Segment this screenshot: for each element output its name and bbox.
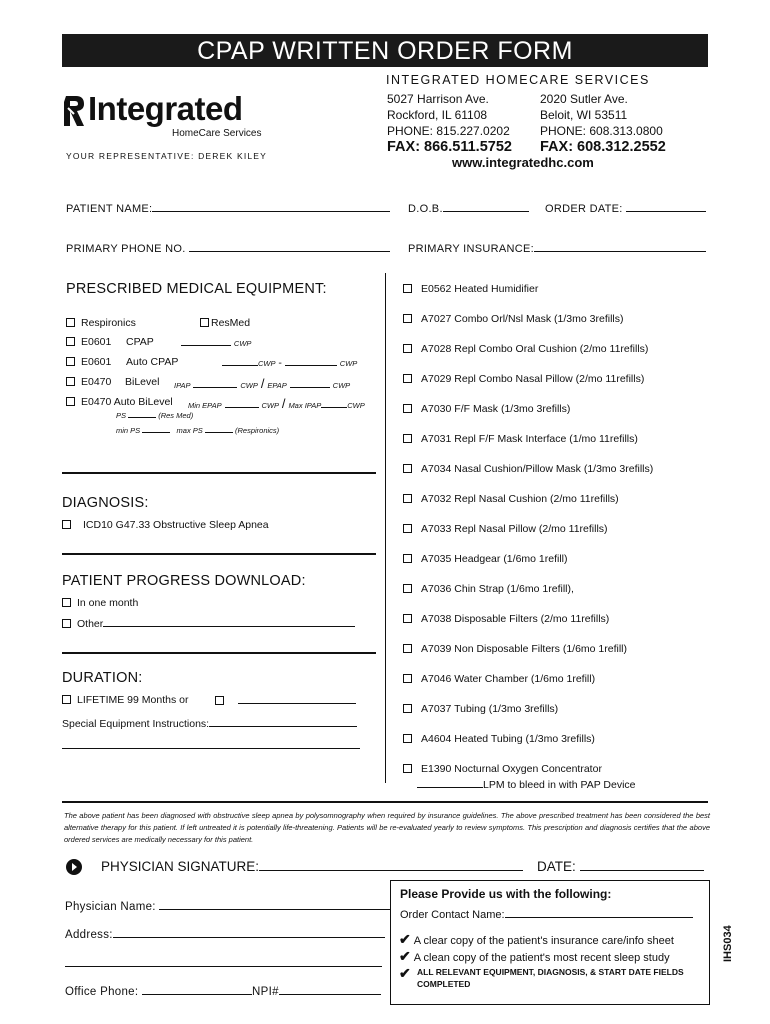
office-phone: PHONE: 608.313.0800 <box>540 124 663 138</box>
order-contact-label: Order Contact Name: <box>400 909 505 921</box>
respironics-label: Respironics <box>81 317 136 329</box>
company-name: INTEGRATED HOMECARE SERVICES <box>386 73 650 87</box>
representative: YOUR REPRESENTATIVE: DEREK KILEY <box>66 151 268 161</box>
arrow-circle-icon <box>66 859 82 875</box>
supply-item[interactable] <box>403 463 653 475</box>
checkmark-icon: ✔ <box>399 965 411 981</box>
website: www.integratedhc.com <box>452 155 594 170</box>
supply-label: A7039 Non Disposable Filters (1/6mo 1refill) <box>421 643 628 655</box>
checkbox[interactable] <box>403 644 412 653</box>
diagnosis-heading: DIAGNOSIS: <box>62 495 149 511</box>
unit: CWP <box>258 359 276 368</box>
office-fax: FAX: 608.312.2552 <box>540 139 666 155</box>
min-ps-label: min PS <box>116 426 141 435</box>
supply-label: A7032 Repl Nasal Cushion (2/mo 11refills) <box>421 493 619 505</box>
duration-lifetime-option[interactable] <box>62 694 188 706</box>
lifetime-label: LIFETIME 99 Months or <box>77 694 189 706</box>
primary-phone-line[interactable] <box>189 242 390 252</box>
office-rockford <box>387 91 512 155</box>
office-city: Rockford, IL 61108 <box>387 108 488 122</box>
separator: / <box>281 396 286 411</box>
e0601-autocpap-option[interactable] <box>66 356 376 368</box>
checkbox[interactable] <box>66 397 75 406</box>
order-date-field[interactable] <box>545 202 706 215</box>
checkbox[interactable] <box>403 734 412 743</box>
address-line-2[interactable] <box>65 966 382 967</box>
epap-label: EPAP <box>267 381 287 390</box>
physician-name-label: Physician Name: <box>65 901 156 913</box>
other-label: Other <box>77 618 104 630</box>
office-street: 2020 Sutler Ave. <box>540 92 628 106</box>
dash: - <box>278 357 282 369</box>
supply-label: A7033 Repl Nasal Pillow (2/mo 11refills) <box>421 523 608 535</box>
unit: CWP <box>332 381 351 390</box>
supply-item[interactable] <box>403 733 595 745</box>
supply-item[interactable] <box>403 283 538 295</box>
checkbox[interactable] <box>62 598 71 607</box>
checkbox[interactable] <box>403 434 412 443</box>
office-street: 5027 Harrison Ave. <box>387 92 489 106</box>
dob-line[interactable] <box>443 202 529 212</box>
min-epap-label: Min EPAP <box>188 401 222 410</box>
checkbox[interactable] <box>403 674 412 683</box>
supply-item[interactable] <box>403 373 644 385</box>
patient-name-label: PATIENT NAME: <box>66 203 153 215</box>
e0470-autobilevel-option[interactable] <box>66 396 376 411</box>
supply-label: A7037 Tubing (1/3mo 3refills) <box>421 703 559 715</box>
order-date-line[interactable] <box>626 202 706 212</box>
e0470-bilevel-option[interactable] <box>66 376 376 391</box>
divider <box>62 652 376 654</box>
diagnosis-label: ICD10 G47.33 Obstructive Sleep Apnea <box>83 519 269 531</box>
office-phone-field[interactable] <box>65 985 252 998</box>
supply-label: A4604 Heated Tubing (1/3mo 3refills) <box>421 733 595 745</box>
checkmark-icon: ✔ <box>399 931 411 947</box>
checkmark-icon: ✔ <box>399 948 411 964</box>
ipap-label: IPAP <box>174 381 191 390</box>
npi-field[interactable] <box>252 985 381 998</box>
supply-item[interactable] <box>403 523 608 535</box>
supply-item[interactable] <box>403 313 623 325</box>
logo-subtext: HomeCare Services <box>172 128 262 139</box>
max-ps-label: max PS <box>176 426 203 435</box>
checkbox[interactable] <box>66 318 75 327</box>
special-instructions-field[interactable] <box>62 717 357 730</box>
duration-custom-option[interactable] <box>215 694 356 707</box>
checkbox[interactable] <box>66 357 75 366</box>
max-ipap-label: Max IPAP <box>288 401 322 410</box>
diagnosis-option[interactable] <box>62 519 269 531</box>
supply-item[interactable] <box>403 673 595 685</box>
unit: CWP <box>339 359 358 368</box>
supply-label: E0562 Heated Humidifier <box>421 283 539 295</box>
special-instructions-line[interactable] <box>62 748 360 749</box>
supply-item[interactable] <box>403 553 568 565</box>
progress-month-option[interactable] <box>62 597 138 609</box>
checkbox[interactable] <box>403 314 412 323</box>
checkbox[interactable] <box>403 554 412 563</box>
checkbox[interactable] <box>403 494 412 503</box>
unit: CWP <box>347 401 365 410</box>
primary-phone-field[interactable] <box>66 242 390 255</box>
oxygen-lpm-field[interactable] <box>417 778 636 791</box>
dob-field[interactable] <box>408 202 529 215</box>
provide-item-text: A clean copy of the patient's most recent sleep study <box>413 952 670 964</box>
checkbox[interactable] <box>215 696 224 705</box>
ps-label: PS <box>116 411 127 420</box>
address-label: Address: <box>65 929 113 941</box>
supply-item[interactable] <box>403 613 609 625</box>
primary-insurance-field[interactable] <box>408 242 706 255</box>
supply-item[interactable] <box>403 493 619 505</box>
provide-item <box>399 931 674 948</box>
supply-label: A7035 Headgear (1/6mo 1refill) <box>421 553 568 565</box>
supply-label: E1390 Nocturnal Oxygen Concentrator <box>421 763 602 775</box>
checkbox[interactable] <box>403 704 412 713</box>
checkbox[interactable] <box>403 584 412 593</box>
patient-name-line[interactable] <box>152 202 390 212</box>
code: E0470 <box>81 396 112 408</box>
supply-label: A7027 Combo Orl/Nsl Mask (1/3mo 3refills) <box>421 313 624 325</box>
supply-item[interactable] <box>403 343 648 355</box>
ps-note: (Res Med) <box>158 411 194 420</box>
supply-item[interactable] <box>403 763 602 775</box>
divider <box>62 553 376 555</box>
supply-label: A7034 Nasal Cushion/Pillow Mask (1/3mo 3refills) <box>421 463 654 475</box>
divider <box>62 472 376 474</box>
separator: / <box>260 376 265 391</box>
primary-phone-label: PRIMARY PHONE NO. <box>66 243 186 255</box>
e0601-cpap-option[interactable] <box>66 336 252 348</box>
supply-item[interactable] <box>403 643 627 655</box>
signature-date-field[interactable] <box>537 859 704 874</box>
signature-label: PHYSICIAN SIGNATURE: <box>101 859 260 874</box>
supply-label: A7029 Repl Combo Nasal Pillow (2/mo 11refills) <box>421 373 645 385</box>
disclaimer: The above patient has been diagnosed with obstructive sleep apnea by polysomnography when required by insurance guidelines. The above prescribed treatment has been considered the best alternative therapy for this patient. If left untreated it is potentially life-threatening. Patients will be re-evaluated yearly to review symptoms. This prescription and diagnosis certifies that the above ordered services are medically necessary for this patient. <box>64 811 710 844</box>
checkbox[interactable] <box>403 764 412 773</box>
primary-insurance-label: PRIMARY INSURANCE: <box>408 243 535 255</box>
logo-text: Integrated <box>88 90 243 127</box>
provide-item <box>399 965 704 990</box>
checkbox[interactable] <box>62 520 71 529</box>
respironics-option[interactable] <box>66 317 136 329</box>
checkbox[interactable] <box>62 619 71 628</box>
item-name: Auto BiLevel <box>113 396 173 408</box>
supply-item[interactable] <box>403 403 570 415</box>
provide-item-text: ALL RELEVANT EQUIPMENT, DIAGNOSIS, & START DATE FIELDS COMPLETED <box>417 967 684 989</box>
physician-signature-field[interactable] <box>101 859 523 874</box>
min-ps-note: (Respironics) <box>235 426 280 435</box>
physician-name-field[interactable] <box>65 900 391 913</box>
provide-box <box>390 880 710 1005</box>
oxygen-lpm-label: LPM to bleed in with PAP Device <box>483 779 636 791</box>
order-contact-field[interactable] <box>400 908 693 921</box>
duration-heading: DURATION: <box>62 670 143 686</box>
unit: CWP <box>240 381 258 390</box>
code: E0601 <box>81 336 112 348</box>
divider <box>62 801 708 803</box>
supply-label: A7030 F/F Mask (1/3mo 3refills) <box>421 403 571 415</box>
month-label: In one month <box>77 597 139 609</box>
checkbox[interactable] <box>66 337 75 346</box>
progress-other-option[interactable] <box>62 617 355 630</box>
supply-item[interactable] <box>403 433 638 445</box>
supply-label: A7046 Water Chamber (1/6mo 1refill) <box>421 673 596 685</box>
office-phone: PHONE: 815.227.0202 <box>387 124 510 138</box>
unit: CWP <box>261 401 279 410</box>
code: E0470 <box>81 376 112 388</box>
npi-label: NPI# <box>252 986 279 998</box>
supply-item[interactable] <box>403 583 574 595</box>
form-title: CPAP WRITTEN ORDER FORM <box>62 34 708 67</box>
provide-item-text: A clear copy of the patient's insurance care/info sheet <box>413 935 674 947</box>
resmed-label: ResMed <box>211 317 251 329</box>
checkbox[interactable] <box>403 344 412 353</box>
checkbox[interactable] <box>66 377 75 386</box>
code: E0601 <box>81 356 112 368</box>
provide-item <box>399 948 670 965</box>
item-name: CPAP <box>126 336 154 348</box>
special-instructions-label: Special Equipment Instructions: <box>62 718 210 730</box>
checkbox[interactable] <box>403 464 412 473</box>
checkbox[interactable] <box>62 695 71 704</box>
checkbox[interactable] <box>403 374 412 383</box>
office-city: Beloit, WI 53511 <box>540 108 628 122</box>
office-beloit <box>540 91 666 155</box>
primary-insurance-line[interactable] <box>534 242 706 252</box>
checkbox[interactable] <box>200 318 209 327</box>
supply-label: A7038 Disposable Filters (2/mo 11refills) <box>421 613 610 625</box>
logo-mark-icon <box>62 94 86 128</box>
office-fax: FAX: 866.511.5752 <box>387 139 512 155</box>
progress-heading: PATIENT PROGRESS DOWNLOAD: <box>62 573 306 589</box>
address-field[interactable] <box>65 928 385 941</box>
dob-label: D.O.B. <box>408 203 443 215</box>
supply-item[interactable] <box>403 703 558 715</box>
supply-label: A7036 Chin Strap (1/6mo 1refill), <box>421 583 574 595</box>
supply-label: A7028 Repl Combo Oral Cushion (2/mo 11refills) <box>421 343 649 355</box>
provide-heading: Please Provide us with the following: <box>400 887 612 901</box>
company-logo <box>62 92 262 142</box>
equipment-heading: PRESCRIBED MEDICAL EQUIPMENT: <box>66 281 327 297</box>
ps-line[interactable] <box>116 411 193 420</box>
resmed-option[interactable] <box>200 317 250 329</box>
column-divider <box>385 273 386 783</box>
form-code: IHS034 <box>722 925 734 962</box>
date-label: DATE: <box>537 859 576 874</box>
min-max-ps-line[interactable] <box>116 426 279 435</box>
item-name: BiLevel <box>125 376 160 388</box>
checkbox[interactable] <box>403 404 412 413</box>
order-date-label: ORDER DATE: <box>545 203 623 215</box>
office-phone-label: Office Phone: <box>65 986 139 998</box>
supply-label: A7031 Repl F/F Mask Interface (1/mo 11refills) <box>421 433 638 445</box>
patient-name-field[interactable] <box>66 202 390 215</box>
unit: CWP <box>233 339 252 348</box>
item-name: Auto CPAP <box>126 356 179 368</box>
checkbox[interactable] <box>403 284 412 293</box>
checkbox[interactable] <box>403 524 412 533</box>
checkbox[interactable] <box>403 614 412 623</box>
